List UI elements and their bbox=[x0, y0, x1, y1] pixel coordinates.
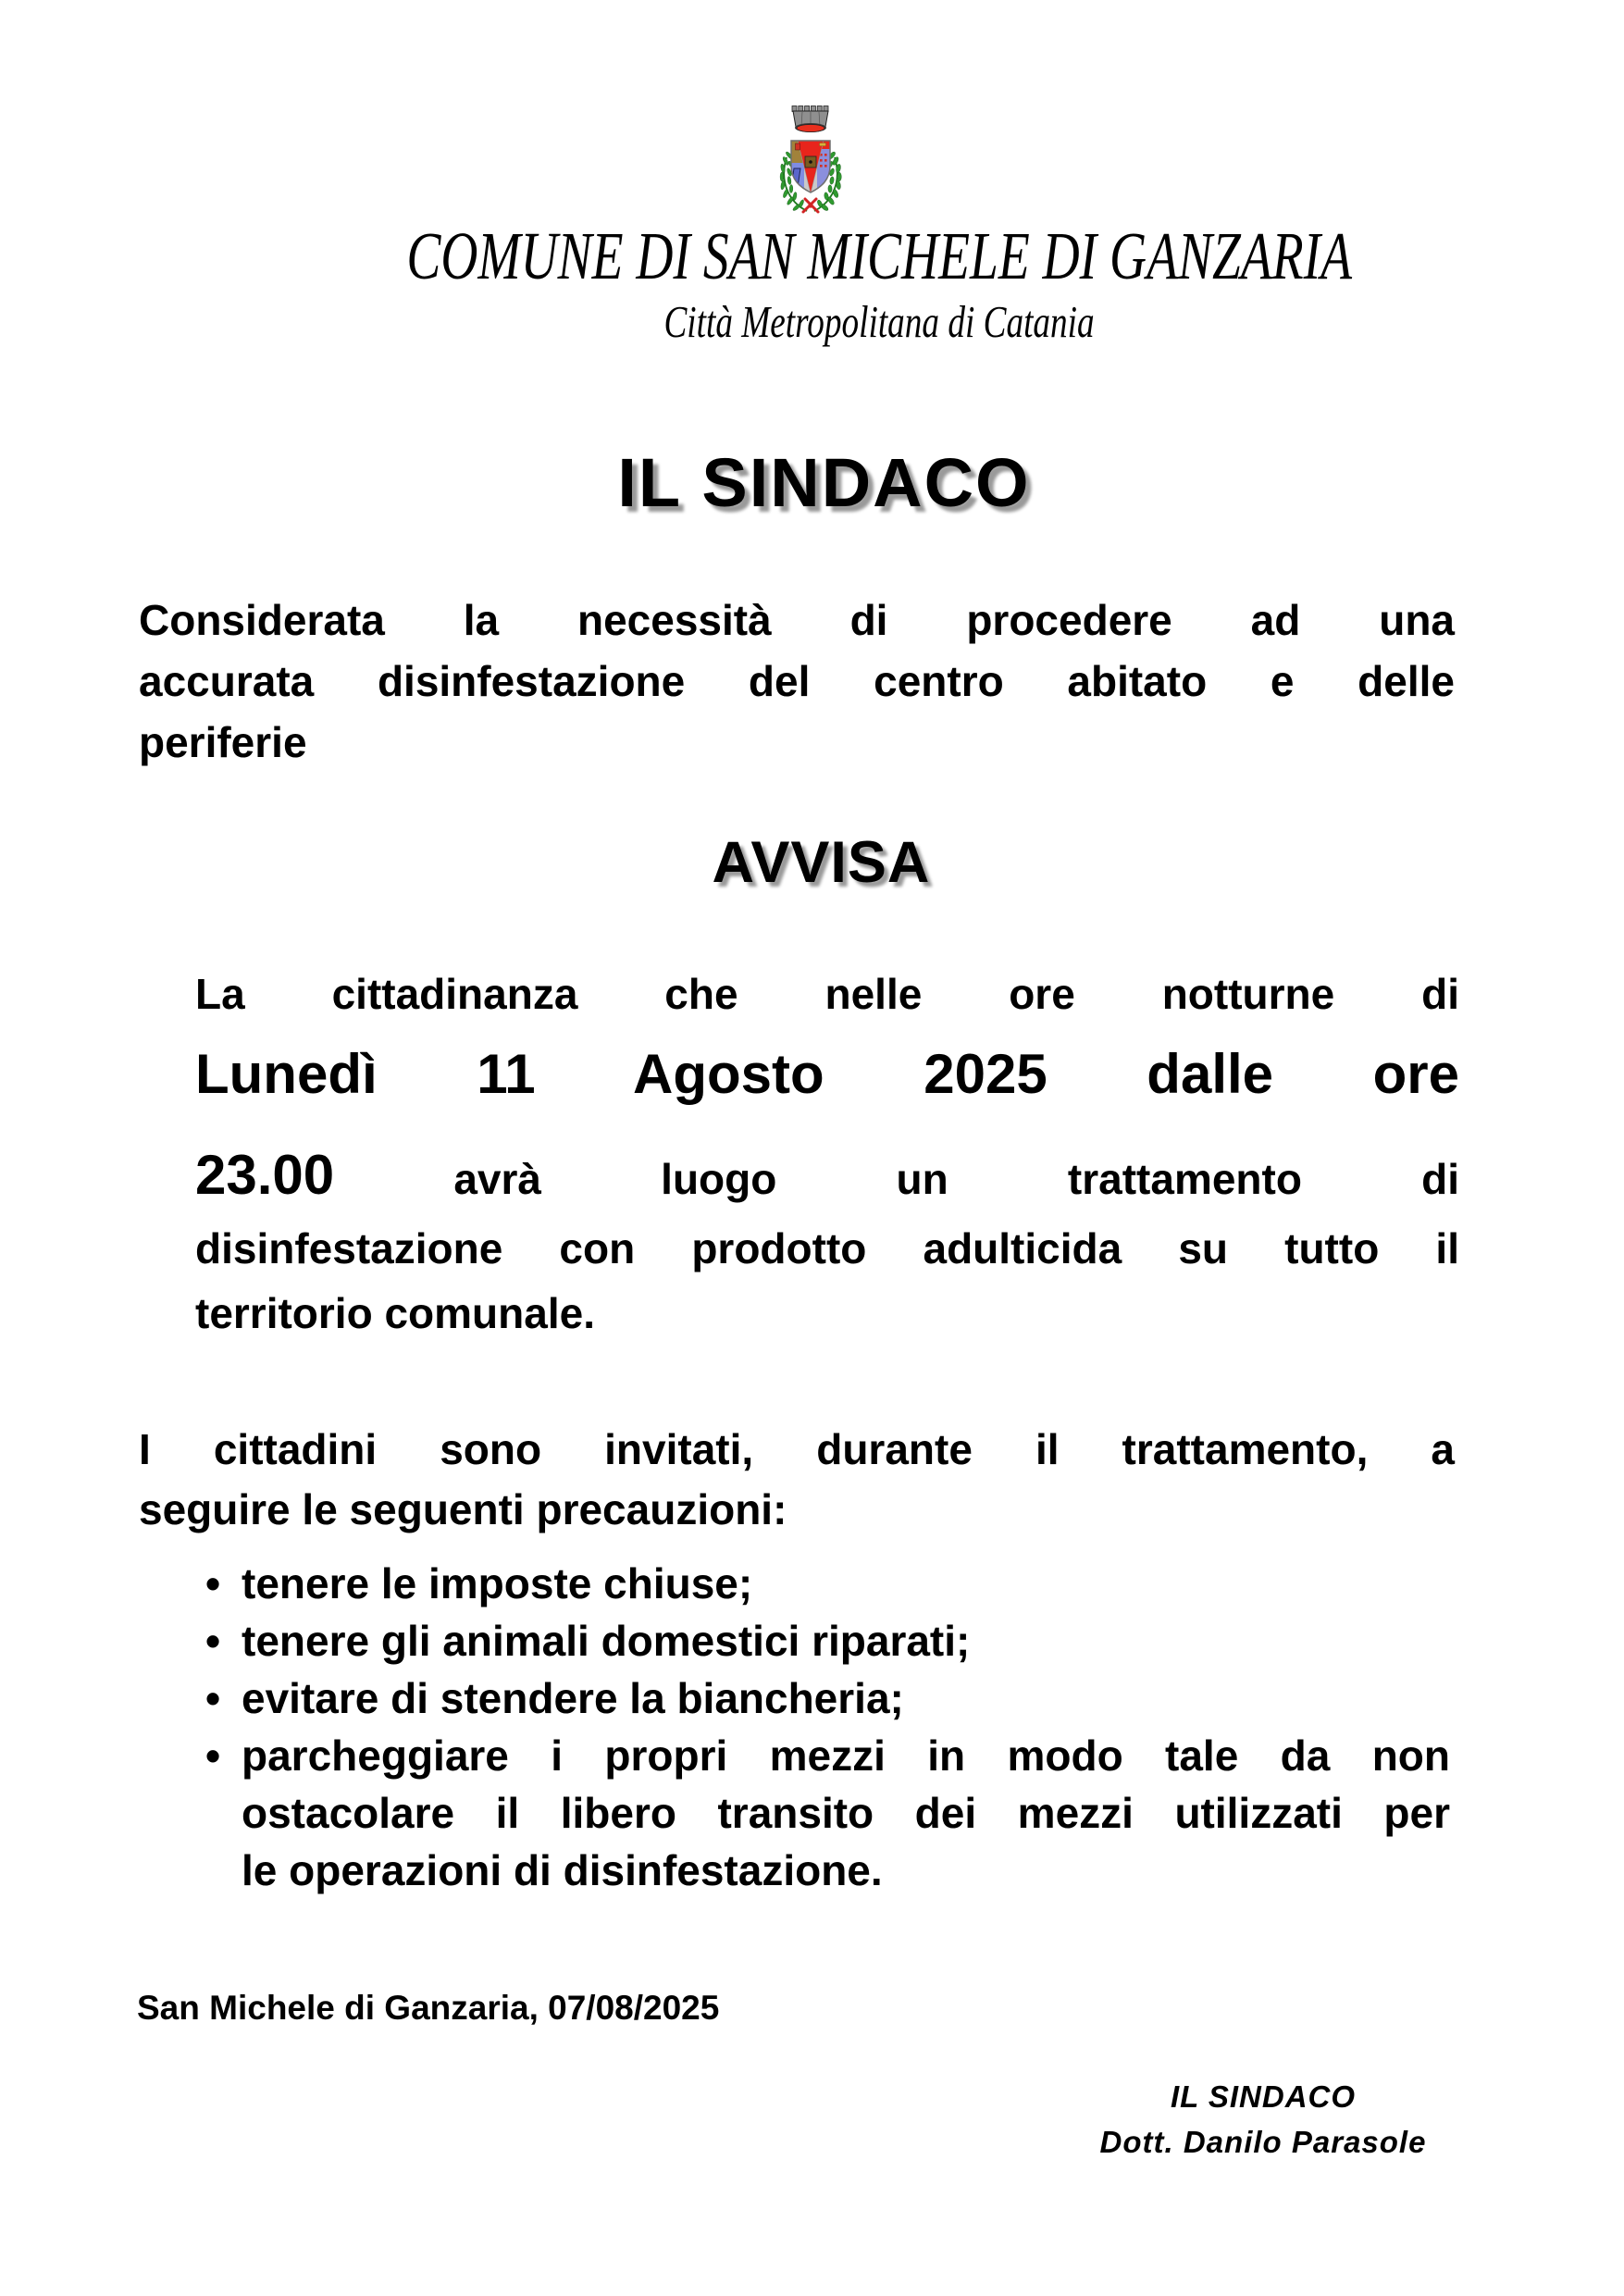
mural-crown-icon bbox=[792, 106, 828, 133]
bullet-item bbox=[205, 1669, 1450, 1727]
signature-name: Dott. Danilo Parasole bbox=[1099, 2125, 1427, 2159]
premise-paragraph bbox=[139, 590, 1455, 773]
province-subtitle bbox=[135, 296, 1624, 347]
bullet-line: le operazioni di disinfestazione. bbox=[242, 1846, 883, 1894]
notice-line bbox=[195, 1144, 1460, 1206]
notice-line: disinfestazione con prodotto adulticida su tutto il bbox=[195, 1224, 1459, 1272]
premise-line: accurata disinfestazione del centro abitato e delle bbox=[139, 657, 1455, 705]
avvisa-heading: AVVISA bbox=[712, 830, 931, 895]
bullet-marker: • bbox=[205, 1617, 221, 1665]
bullet-line: ostacolare il libero transito dei mezzi utilizzati per bbox=[242, 1789, 1450, 1837]
precautions-list bbox=[205, 1555, 1450, 1899]
notice-time-emphasis: 23.00 bbox=[195, 1144, 335, 1206]
bullet-line: parcheggiare i propri mezzi in modo tale da non bbox=[242, 1731, 1450, 1780]
signature-block bbox=[1032, 2081, 1494, 2157]
notice-line-rest: avrà luogo un trattamento di bbox=[453, 1155, 1460, 1203]
precautions-intro bbox=[139, 1420, 1455, 1540]
bullet-marker: • bbox=[205, 1559, 221, 1607]
notice-line: territorio comunale. bbox=[195, 1289, 595, 1337]
letterhead bbox=[135, 218, 1624, 347]
province-subtitle-text: Città Metropolitana di Catania bbox=[663, 296, 1096, 347]
premise-line: periferie bbox=[139, 718, 307, 766]
notice-date-emphasis: Lunedì 11 Agosto 2025 dalle ore bbox=[195, 1043, 1459, 1105]
precautions-intro-line: I cittadini sono invitati, durante il trattamento, a bbox=[139, 1425, 1455, 1473]
bullet-item bbox=[205, 1727, 1450, 1899]
precautions-intro-line: seguire le seguenti precauzioni: bbox=[139, 1485, 787, 1533]
municipality-name: COMUNE DI SAN MICHELE DI GANZARIA bbox=[406, 218, 1353, 293]
ribbon-icon bbox=[803, 199, 818, 212]
bullet-marker: • bbox=[205, 1731, 221, 1780]
place-date: San Michele di Ganzaria, 07/08/2025 bbox=[137, 1989, 720, 2027]
bullet-item bbox=[205, 1555, 1450, 1612]
shield-icon bbox=[790, 140, 831, 195]
bullet-marker: • bbox=[205, 1674, 221, 1722]
premise-line: Considerata la necessità di procedere ad una bbox=[139, 596, 1455, 644]
bullet-line: tenere le imposte chiuse; bbox=[242, 1559, 753, 1607]
notice-line: La cittadinanza che nelle ore notturne di bbox=[195, 970, 1459, 1018]
municipal-coat-of-arms-icon bbox=[764, 104, 857, 226]
notice-paragraph bbox=[195, 970, 1460, 1337]
bullet-line: evitare di stendere la biancheria; bbox=[242, 1674, 904, 1722]
document-title: IL SINDACO bbox=[617, 444, 1031, 521]
bullet-line: tenere gli animali domestici riparati; bbox=[242, 1617, 971, 1665]
signature-role: IL SINDACO bbox=[1170, 2079, 1357, 2114]
bullet-item bbox=[205, 1612, 1450, 1669]
